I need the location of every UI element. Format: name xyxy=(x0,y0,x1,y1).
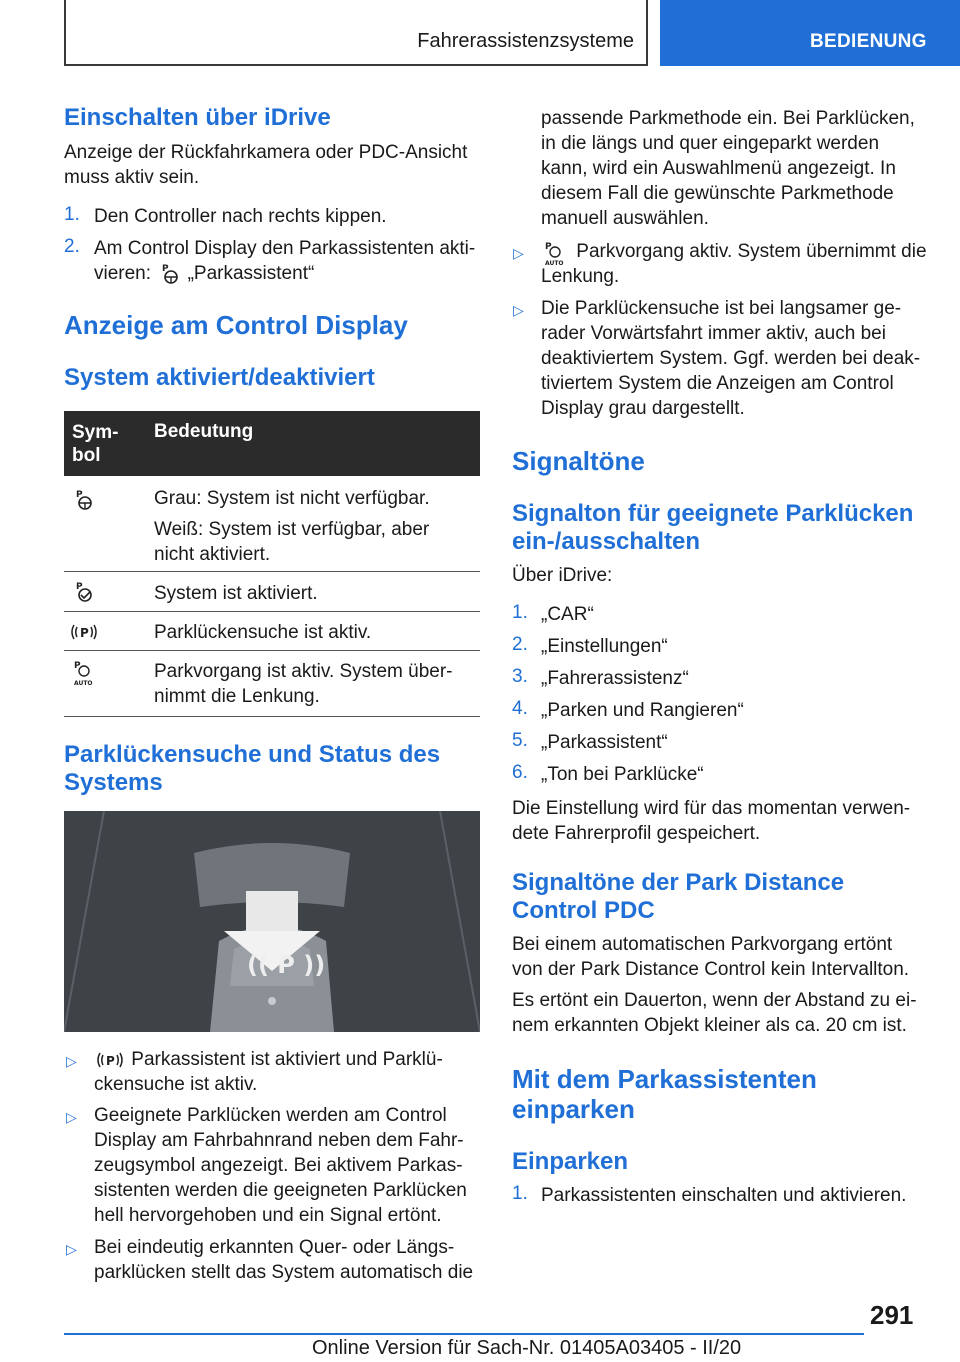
menu-step-number: 6. xyxy=(512,762,528,783)
footer-online-version: Online Version für Sach-Nr. 01405A03405 - II/20 xyxy=(312,1337,742,1359)
parking-space-search-icon xyxy=(94,1048,126,1072)
heading-search-status-2: Systems xyxy=(64,769,163,796)
bullet-triangle-icon: ▷ xyxy=(513,302,524,318)
table-cell-text: nicht aktiviert. xyxy=(154,544,271,565)
heading-park-1: Mit dem Parkassistenten xyxy=(512,1064,817,1094)
bullet-text: Geeignete Parklücken werden am Control xyxy=(94,1105,447,1126)
heading-pdc-1: Signaltöne der Park Distance xyxy=(512,869,845,896)
svg-text:AUTO: AUTO xyxy=(545,259,564,266)
bullet-text: Display grau dargestellt. xyxy=(541,398,745,419)
bullet-text: sistenten werden die geeigneten Parklücken xyxy=(94,1180,467,1201)
table-cell-text: System ist aktiviert. xyxy=(154,583,318,604)
bullet-text: Bei eindeutig erkannten Quer- oder Längs- xyxy=(94,1237,455,1258)
continued-text: diesem Fall die gewünschte Parkmethode xyxy=(541,183,894,204)
page-number: 291 xyxy=(870,1300,914,1330)
bullet-text: ckensuche ist aktiv. xyxy=(94,1074,258,1095)
einparken-step-text: Parkassistenten einschalten und aktivieren. xyxy=(541,1185,907,1206)
table-header-meaning: Bedeutung xyxy=(154,421,254,442)
table-row xyxy=(64,651,480,717)
table-cell-text: Parkvorgang ist aktiv. System über- xyxy=(154,661,453,682)
paragraph-setting: Die Einstellung wird für das momentan verwen- xyxy=(512,798,911,819)
heading-signal: Signaltöne xyxy=(512,446,645,476)
einparken-step-number: 1. xyxy=(512,1183,528,1204)
svg-text:AUTO: AUTO xyxy=(74,680,93,687)
bullet-text: P Parkassistent ist aktiviert und Parklü- xyxy=(94,1047,443,1072)
heading-system-status: System aktiviert/deaktiviert xyxy=(64,364,375,391)
menu-step-text: „Einstellungen“ xyxy=(541,636,668,657)
parking-display-image xyxy=(64,811,480,1032)
svg-text:P: P xyxy=(76,582,83,592)
paragraph-pdc: Es ertönt ein Dauerton, wenn der Abstand zu ei- xyxy=(512,990,917,1011)
heading-pdc-2: Control PDC xyxy=(512,897,655,924)
park-assistant-grey-icon xyxy=(70,488,96,512)
step-text: Den Controller nach rechts kippen. xyxy=(94,206,387,227)
svg-text:P: P xyxy=(80,626,89,640)
paragraph-pdc: Bei einem automatischen Parkvorgang ertönt xyxy=(512,934,893,955)
svg-text:P: P xyxy=(74,661,81,671)
table-header xyxy=(64,411,480,476)
svg-text:P: P xyxy=(76,490,83,500)
table-row xyxy=(64,476,480,572)
step-text-quoted: „Parkassistent“ xyxy=(187,263,315,284)
heading-control-display: Anzeige am Control Display xyxy=(64,310,408,340)
menu-step-text: „Fahrerassistenz“ xyxy=(541,668,689,689)
step-text-line2 xyxy=(94,261,314,286)
menu-step-number: 3. xyxy=(512,666,528,687)
park-assistant-icon xyxy=(156,262,182,286)
header-chapter-title: BEDIENUNG xyxy=(810,31,927,52)
header-chapter-tab xyxy=(660,0,960,66)
step-text: Am Control Display den Parkassistenten akti- xyxy=(94,238,476,259)
bullet-text: deaktiviertem System. Ggf. werden bei deak- xyxy=(541,348,921,369)
paragraph-idrive-1: Anzeige der Rückfahrkamera oder PDC-Ansicht xyxy=(64,142,468,163)
heading-signal-sub-1: Signalton für geeignete Parklücken xyxy=(512,500,914,527)
heading-search-status-1: Parklückensuche und Status des xyxy=(64,741,441,768)
park-auto-icon xyxy=(70,659,100,687)
paragraph-pdc: von der Park Distance Control kein Intervallton. xyxy=(512,959,910,980)
paragraph-idrive-2: muss aktiv sein. xyxy=(64,167,200,188)
paragraph-setting: dete Fahrerprofil gespeichert. xyxy=(512,823,761,844)
paragraph-uber: Über iDrive: xyxy=(512,565,613,586)
step-text-prefix: vieren: xyxy=(94,263,152,284)
menu-step-number: 5. xyxy=(512,730,528,751)
menu-step-text: „Parkassistent“ xyxy=(541,732,668,753)
step-number: 1. xyxy=(64,204,80,225)
bullet-text: rader Vorwärtsfahrt immer aktiv, auch bei xyxy=(541,323,886,344)
bullet-text: Display am Fahrbahnrand neben dem Fahr- xyxy=(94,1130,464,1151)
menu-step-number: 4. xyxy=(512,698,528,719)
bullet-triangle-icon: ▷ xyxy=(66,1053,77,1069)
symbol-table xyxy=(64,411,480,717)
table-cell-text: nimmt die Lenkung. xyxy=(154,686,320,707)
parking-space-search-icon xyxy=(68,620,100,644)
paragraph-pdc: nem erkannten Objekt kleiner als ca. 20 cm ist. xyxy=(512,1015,907,1036)
footer-line xyxy=(64,1333,864,1335)
svg-text:P: P xyxy=(545,241,552,252)
continued-text: kann, wird ein Auswahlmenü angezeigt. In xyxy=(541,158,896,179)
continued-text: in die längs und quer eingeparkt werden xyxy=(541,133,880,154)
bullet-triangle-icon: ▷ xyxy=(66,1241,77,1257)
menu-step-text: „Ton bei Parklücke“ xyxy=(541,764,704,785)
bullet-text: parklücken stellt das System automatisch die xyxy=(94,1262,474,1283)
bullet-text: Lenkung. xyxy=(541,266,620,287)
bullet-text: Die Parklückensuche ist bei langsamer ge- xyxy=(541,298,902,319)
header-section-tab xyxy=(64,0,648,66)
menu-step-text: „CAR“ xyxy=(541,604,594,625)
heading-idrive: Einschalten über iDrive xyxy=(64,104,331,131)
heading-park-2: einparken xyxy=(512,1094,635,1124)
table-row xyxy=(64,572,480,612)
svg-text:P: P xyxy=(162,263,169,274)
table-cell-text: Parklückensuche ist aktiv. xyxy=(154,622,372,643)
table-header-symbol: Sym- bol xyxy=(72,422,119,466)
continued-text: passende Parkmethode ein. Bei Parklücken, xyxy=(541,108,915,129)
table-row xyxy=(64,612,480,651)
bullet-text: hell hervorgehoben und ein Signal ertönt. xyxy=(94,1205,442,1226)
bullet-text: tiviertem System die Anzeigen am Control xyxy=(541,373,894,394)
park-auto-icon xyxy=(541,240,571,264)
header-section-title: Fahrerassistenzsysteme xyxy=(417,30,634,52)
step-number: 2. xyxy=(64,236,80,257)
heading-signal-sub-2: ein-/ausschalten xyxy=(512,528,701,555)
svg-text:P: P xyxy=(106,1053,115,1068)
heading-einparken: Einparken xyxy=(512,1148,629,1175)
menu-step-text: „Parken und Rangieren“ xyxy=(541,700,744,721)
svg-text:(( P )): (( P )) xyxy=(247,951,326,979)
menu-step-number: 2. xyxy=(512,634,528,655)
table-cell-text: Weiß: System ist verfügbar, aber xyxy=(154,519,430,540)
park-assistant-active-icon xyxy=(70,580,96,604)
bullet-text: zeugsymbol angezeigt. Bei aktivem Parkas- xyxy=(94,1155,463,1176)
menu-step-number: 1. xyxy=(512,602,528,623)
bullet-triangle-icon: ▷ xyxy=(513,245,524,261)
bullet-triangle-icon: ▷ xyxy=(66,1109,77,1125)
continued-text: manuell auswählen. xyxy=(541,208,709,229)
bullet-text: P AUTO Parkvorgang aktiv. System übernimmt die xyxy=(541,239,927,264)
table-cell-text: Grau: System ist nicht verfügbar. xyxy=(154,488,430,509)
